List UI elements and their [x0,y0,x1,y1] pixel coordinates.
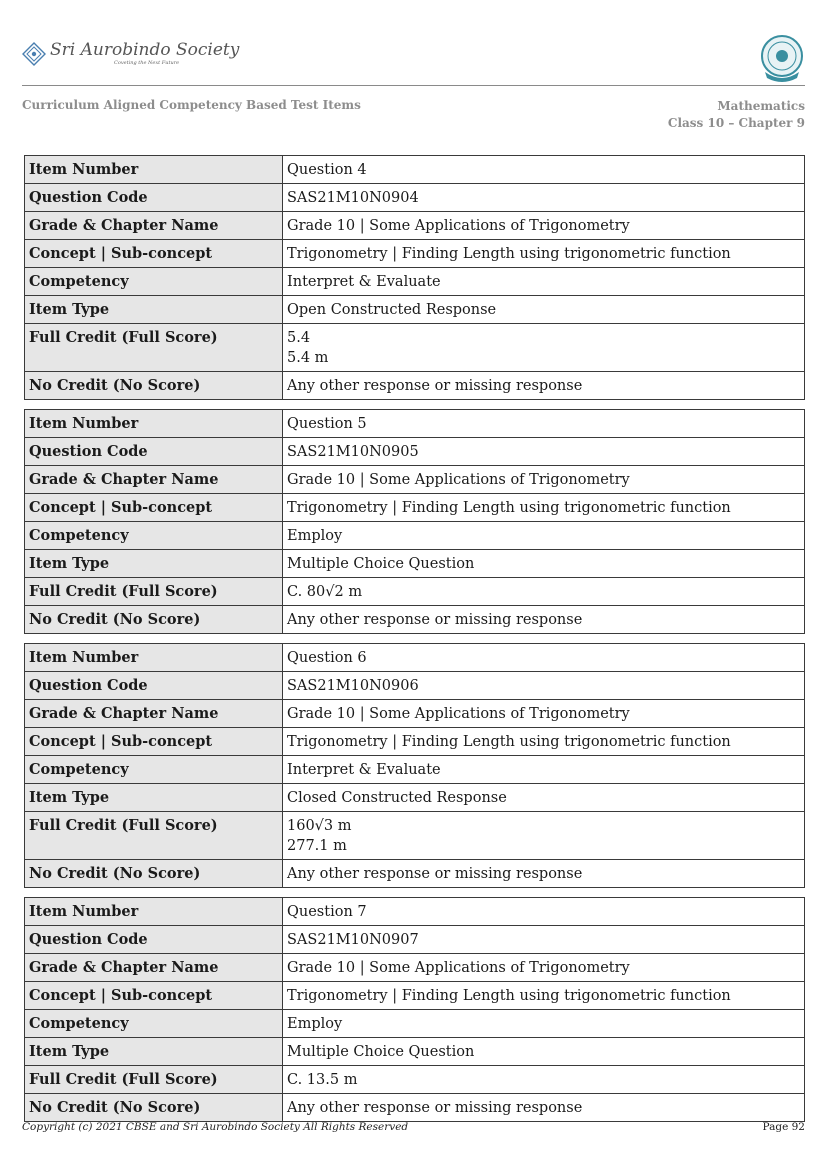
field-label: Full Credit (Full Score) [25,1066,283,1094]
table-row [25,578,805,606]
item-table [24,897,805,1122]
field-value [283,926,805,954]
field-value-line: Trigonometry | Finding Length using trigonometric function [287,988,731,1004]
table-row [25,1038,805,1066]
sri-aurobindo-society-logo [22,38,240,72]
field-value-line: Trigonometry | Finding Length using trigonometric function [287,500,731,516]
copyright-notice: Copyright (c) 2021 CBSE and Sri Aurobindo Society All Rights Reserved [22,1121,409,1133]
field-value-line: Multiple Choice Question [287,556,475,572]
field-value-line: Interpret & Evaluate [287,274,441,290]
table-row [25,606,805,634]
field-value-line: Grade 10 | Some Applications of Trigonometry [287,960,630,976]
field-label: Concept | Sub-concept [25,494,283,522]
page-header [22,34,805,86]
table-row [25,644,805,672]
field-value-line: Trigonometry | Finding Length using trigonometric function [287,246,731,262]
table-row [25,812,805,860]
field-value-line: Open Constructed Response [287,302,497,318]
field-value [283,1066,805,1094]
field-label: Item Type [25,784,283,812]
field-label: Full Credit (Full Score) [25,812,283,860]
table-row [25,466,805,494]
table-row [25,372,805,400]
field-value-line: Question 5 [287,416,367,432]
field-label: Item Number [25,644,283,672]
field-label: Question Code [25,672,283,700]
field-label: Concept | Sub-concept [25,982,283,1010]
field-value-line: Grade 10 | Some Applications of Trigonometry [287,472,630,488]
table-row [25,550,805,578]
field-value [283,372,805,400]
field-label: Concept | Sub-concept [25,728,283,756]
field-value-line: Trigonometry | Finding Length using trigonometric function [287,734,731,750]
field-label: Grade & Chapter Name [25,954,283,982]
field-value-line: 5.4 [287,330,311,346]
item-tables [24,155,805,1131]
field-value [283,898,805,926]
field-label: Competency [25,522,283,550]
table-row [25,240,805,268]
field-value-line: Any other response or missing response [287,378,583,394]
table-row [25,700,805,728]
field-label: Grade & Chapter Name [25,700,283,728]
field-value [283,240,805,268]
field-value [283,410,805,438]
field-value [283,1038,805,1066]
field-label: Full Credit (Full Score) [25,324,283,372]
field-value [283,268,805,296]
table-row [25,494,805,522]
field-value [283,156,805,184]
subject-name: Mathematics [717,99,805,113]
field-label: No Credit (No Score) [25,1094,283,1122]
field-value-line: Interpret & Evaluate [287,762,441,778]
field-label: Question Code [25,184,283,212]
field-value [283,606,805,634]
field-value [283,466,805,494]
field-label: Item Number [25,156,283,184]
field-value [283,784,805,812]
lotus-emblem-icon [22,42,46,66]
class-chapter: Class 10 – Chapter 9 [667,116,805,130]
field-value [283,550,805,578]
field-value-line: SAS21M10N0904 [287,190,419,206]
field-label: Competency [25,1010,283,1038]
field-value-line: Any other response or missing response [287,612,583,628]
field-value-line: 277.1 m [287,838,347,854]
field-value [283,1010,805,1038]
table-row [25,860,805,888]
table-row [25,982,805,1010]
field-label: No Credit (No Score) [25,372,283,400]
field-value [283,982,805,1010]
table-row [25,156,805,184]
table-row [25,898,805,926]
field-label: Question Code [25,926,283,954]
field-value-line: Employ [287,528,343,544]
field-value [283,522,805,550]
field-value [283,954,805,982]
table-row [25,268,805,296]
logo-wordmark: Sri Aurobindo Society [50,40,240,60]
field-label: Item Number [25,898,283,926]
field-label: No Credit (No Score) [25,860,283,888]
cbse-seal-icon [759,34,805,84]
field-value-line: 160√3 m [287,818,352,834]
table-row [25,728,805,756]
field-value [283,672,805,700]
field-label: Full Credit (Full Score) [25,578,283,606]
field-value [283,756,805,784]
table-row [25,1010,805,1038]
field-value-line: SAS21M10N0905 [287,444,419,460]
field-value-line: Question 7 [287,904,367,920]
item-table [24,643,805,888]
field-value-line: Grade 10 | Some Applications of Trigonometry [287,218,630,234]
field-value [283,578,805,606]
field-value-line: Any other response or missing response [287,866,583,882]
field-label: Item Type [25,296,283,324]
field-value-line: C. 80√2 m [287,584,363,600]
field-value [283,860,805,888]
field-value [283,644,805,672]
field-label: Item Number [25,410,283,438]
field-value-line: SAS21M10N0906 [287,678,419,694]
field-value-line: Question 6 [287,650,367,666]
field-value-line: Closed Constructed Response [287,790,507,806]
table-row [25,410,805,438]
field-label: Competency [25,756,283,784]
field-value [283,324,805,372]
table-row [25,1094,805,1122]
field-value-line: 5.4 m [287,350,329,366]
item-table [24,409,805,634]
table-row [25,926,805,954]
table-row [25,784,805,812]
document-subtitle: Curriculum Aligned Competency Based Test Items [22,98,361,112]
field-label: Concept | Sub-concept [25,240,283,268]
item-table [24,155,805,400]
subject-info [668,98,805,132]
field-value-line: Question 4 [287,162,367,178]
field-label: Item Type [25,550,283,578]
field-value [283,212,805,240]
field-label: Question Code [25,438,283,466]
table-row [25,1066,805,1094]
page-number: Page 92 [762,1121,805,1133]
field-label: Grade & Chapter Name [25,212,283,240]
field-value [283,494,805,522]
field-value-line: Grade 10 | Some Applications of Trigonometry [287,706,630,722]
field-value-line: SAS21M10N0907 [287,932,419,948]
header-rule [22,85,805,86]
field-value [283,184,805,212]
field-value [283,728,805,756]
field-value-line: Multiple Choice Question [287,1044,475,1060]
field-value-line: C. 13.5 m [287,1072,358,1088]
logo-tagline: Coveting the Next Future [114,60,180,66]
field-label: Grade & Chapter Name [25,466,283,494]
field-label: No Credit (No Score) [25,606,283,634]
table-row [25,672,805,700]
table-row [25,296,805,324]
field-value [283,1094,805,1122]
field-value [283,700,805,728]
field-label: Item Type [25,1038,283,1066]
field-value-line: Any other response or missing response [287,1100,583,1116]
table-row [25,324,805,372]
field-label: Competency [25,268,283,296]
table-row [25,212,805,240]
field-value [283,296,805,324]
table-row [25,438,805,466]
table-row [25,184,805,212]
table-row [25,522,805,550]
field-value [283,812,805,860]
table-row [25,954,805,982]
table-row [25,756,805,784]
field-value [283,438,805,466]
field-value-line: Employ [287,1016,343,1032]
